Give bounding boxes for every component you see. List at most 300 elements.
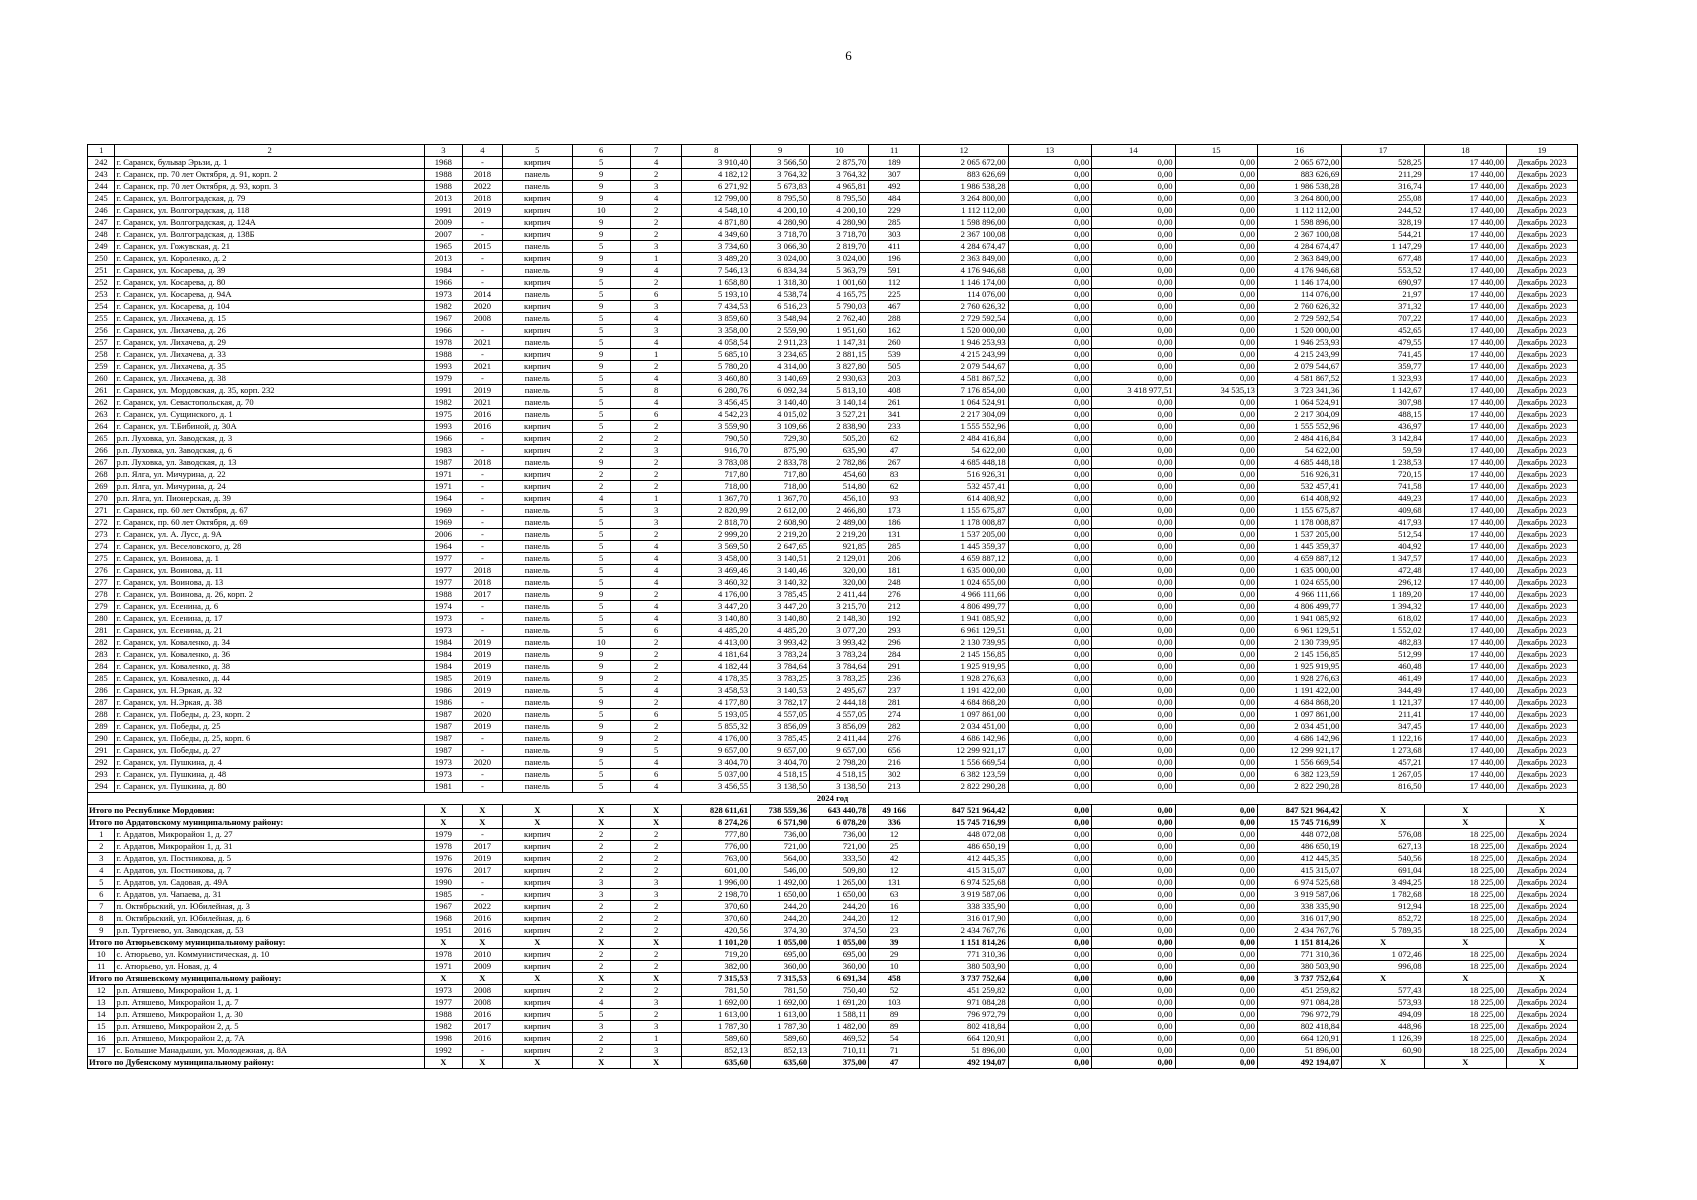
- table-cell: 4: [630, 541, 682, 553]
- table-cell: 1 588,11: [810, 1009, 869, 1021]
- table-cell: кирпич: [502, 205, 572, 217]
- table-cell: 1 692,00: [682, 997, 751, 1009]
- table-cell: 17 440,00: [1424, 445, 1506, 457]
- table-cell: панель: [502, 169, 572, 181]
- table-cell: 3 460,80: [682, 373, 751, 385]
- table-cell: 4 548,10: [682, 205, 751, 217]
- table-cell: 244: [88, 181, 115, 193]
- table-cell: кирпич: [502, 877, 572, 889]
- table-cell: 4 685 448,18: [1257, 457, 1341, 469]
- table-cell: кирпич: [502, 493, 572, 505]
- table-cell: 3 919 587,06: [920, 889, 1009, 901]
- subtotal-cell: 7 315,53: [682, 973, 751, 985]
- table-cell: 17: [88, 1045, 115, 1057]
- address-cell: р.п. Атяшево, Микрорайон 2, д. 5: [115, 1021, 424, 1033]
- table-row: [88, 421, 1578, 433]
- table-cell: 614 408,92: [1257, 493, 1341, 505]
- table-cell: панель: [502, 625, 572, 637]
- table-cell: 479,55: [1342, 337, 1424, 349]
- table-cell: Декабрь 2023: [1507, 529, 1578, 541]
- table-cell: 4 659 887,12: [1257, 553, 1341, 565]
- table-cell: 404,92: [1342, 541, 1424, 553]
- table-cell: 0,00: [1175, 745, 1257, 757]
- subtotal-cell: 492 194,07: [1257, 1057, 1341, 1069]
- table-cell: 2: [630, 229, 682, 241]
- table-cell: 1987: [424, 709, 462, 721]
- table-cell: кирпич: [502, 829, 572, 841]
- table-cell: 12 299 921,17: [920, 745, 1009, 757]
- subtotal-cell: X: [1424, 937, 1506, 949]
- table-cell: 279: [88, 601, 115, 613]
- table-cell: 417,93: [1342, 517, 1424, 529]
- table-cell: Декабрь 2024: [1507, 961, 1578, 973]
- table-cell: 1 267,05: [1342, 769, 1424, 781]
- table-cell: 0,00: [1092, 457, 1175, 469]
- table-cell: 2: [630, 853, 682, 865]
- table-cell: 996,08: [1342, 961, 1424, 973]
- table-cell: 532 457,41: [1257, 481, 1341, 493]
- table-cell: 4 284 674,47: [1257, 241, 1341, 253]
- table-cell: Декабрь 2023: [1507, 157, 1578, 169]
- table-cell: 2 729 592,54: [920, 313, 1009, 325]
- table-cell: 0,00: [1175, 961, 1257, 973]
- table-cell: 267: [88, 457, 115, 469]
- table-cell: 0,00: [1008, 913, 1091, 925]
- table-cell: 17 440,00: [1424, 613, 1506, 625]
- table-cell: кирпич: [502, 949, 572, 961]
- table-row: [88, 241, 1578, 253]
- table-cell: 0,00: [1092, 841, 1175, 853]
- table-cell: панель: [502, 661, 572, 673]
- column-number: 18: [1424, 145, 1506, 157]
- table-cell: 3 783,24: [810, 649, 869, 661]
- table-cell: 1 155 675,87: [920, 505, 1009, 517]
- table-cell: 6: [630, 625, 682, 637]
- table-cell: 52: [869, 985, 920, 997]
- table-cell: кирпич: [502, 157, 572, 169]
- table-cell: 2 079 544,67: [920, 361, 1009, 373]
- table-cell: 0,00: [1092, 697, 1175, 709]
- table-cell: 1968: [424, 913, 462, 925]
- table-cell: кирпич: [502, 325, 572, 337]
- table-cell: 2 148,30: [810, 613, 869, 625]
- table-cell: 3 138,50: [751, 781, 810, 793]
- table-cell: 17 440,00: [1424, 421, 1506, 433]
- table-cell: 18 225,00: [1424, 913, 1506, 925]
- table-cell: 4 686 142,96: [920, 733, 1009, 745]
- table-cell: 816,50: [1342, 781, 1424, 793]
- table-cell: 1 064 524,91: [920, 397, 1009, 409]
- table-cell: 505: [869, 361, 920, 373]
- table-row: [88, 577, 1578, 589]
- table-cell: 2 367 100,08: [1257, 229, 1341, 241]
- table-cell: 1 986 538,28: [920, 181, 1009, 193]
- table-cell: панель: [502, 685, 572, 697]
- table-cell: 0,00: [1092, 613, 1175, 625]
- table-cell: 2 129,01: [810, 553, 869, 565]
- table-cell: -: [462, 541, 502, 553]
- table-cell: 2 219,20: [751, 529, 810, 541]
- column-number: 4: [462, 145, 502, 157]
- table-row: [88, 445, 1578, 457]
- table-cell: 333,50: [810, 853, 869, 865]
- subtotal-cell: X: [502, 973, 572, 985]
- table-cell: 8 795,50: [810, 193, 869, 205]
- table-cell: 341: [869, 409, 920, 421]
- table-cell: 1 941 085,92: [920, 613, 1009, 625]
- table-cell: 1988: [424, 349, 462, 361]
- table-cell: 0,00: [1175, 877, 1257, 889]
- table-cell: 288: [869, 313, 920, 325]
- table-cell: 1 996,00: [682, 877, 751, 889]
- table-cell: 3 404,70: [682, 757, 751, 769]
- address-cell: г. Саранск, ул. Коваленко, д. 34: [115, 637, 424, 649]
- table-cell: панель: [502, 505, 572, 517]
- address-cell: г. Саранск, ул. Воинова, д. 1: [115, 553, 424, 565]
- table-cell: 1 191 422,00: [1257, 685, 1341, 697]
- table-cell: 17 440,00: [1424, 685, 1506, 697]
- table-cell: 3: [630, 877, 682, 889]
- table-cell: 276: [869, 589, 920, 601]
- table-cell: 285: [88, 673, 115, 685]
- table-cell: 415 315,07: [920, 865, 1009, 877]
- table-cell: 3 859,60: [682, 313, 751, 325]
- table-cell: 3 140,40: [751, 397, 810, 409]
- subtotal-cell: 635,60: [751, 1057, 810, 1069]
- table-cell: Декабрь 2023: [1507, 445, 1578, 457]
- table-cell: -: [462, 613, 502, 625]
- table-cell: 0,00: [1092, 361, 1175, 373]
- table-cell: 16: [869, 901, 920, 913]
- table-cell: 589,60: [751, 1033, 810, 1045]
- table-cell: 3 140,46: [751, 565, 810, 577]
- table-cell: 25: [869, 841, 920, 853]
- table-cell: 5: [630, 745, 682, 757]
- table-cell: 1984: [424, 661, 462, 673]
- table-cell: 0,00: [1008, 289, 1091, 301]
- table-cell: 17 440,00: [1424, 781, 1506, 793]
- table-cell: 5: [572, 781, 630, 793]
- table-cell: 4 684 868,20: [1257, 697, 1341, 709]
- table-cell: кирпич: [502, 469, 572, 481]
- table-cell: 3 783,25: [810, 673, 869, 685]
- table-cell: 12: [88, 985, 115, 997]
- table-cell: 467: [869, 301, 920, 313]
- table-cell: кирпич: [502, 997, 572, 1009]
- table-cell: 0,00: [1175, 529, 1257, 541]
- table-cell: 494,09: [1342, 1009, 1424, 1021]
- table-cell: 274: [88, 541, 115, 553]
- table-cell: 289: [88, 721, 115, 733]
- table-cell: 4 280,90: [810, 217, 869, 229]
- table-cell: 4 314,00: [751, 361, 810, 373]
- table-cell: 4: [88, 865, 115, 877]
- address-cell: г. Саранск, ул. Т.Бибиной, д. 30А: [115, 421, 424, 433]
- table-cell: панель: [502, 757, 572, 769]
- table-row: [88, 157, 1578, 169]
- table-row: [88, 553, 1578, 565]
- table-cell: 284: [88, 661, 115, 673]
- table-cell: -: [462, 889, 502, 901]
- table-cell: 721,00: [751, 841, 810, 853]
- table-cell: 4: [630, 397, 682, 409]
- table-cell: 162: [869, 325, 920, 337]
- table-cell: 514,80: [810, 481, 869, 493]
- table-cell: 1988: [424, 589, 462, 601]
- table-cell: 0,00: [1175, 469, 1257, 481]
- table-cell: 690,97: [1342, 277, 1424, 289]
- table-cell: 9: [572, 745, 630, 757]
- subtotal-cell: X: [1424, 805, 1506, 817]
- table-cell: 488,15: [1342, 409, 1424, 421]
- table-cell: 2: [572, 985, 630, 997]
- table-cell: 482,83: [1342, 637, 1424, 649]
- table-cell: панель: [502, 649, 572, 661]
- register-table: [87, 144, 1578, 1069]
- table-cell: кирпич: [502, 1021, 572, 1033]
- subtotal-cell: X: [1342, 973, 1424, 985]
- table-cell: панель: [502, 337, 572, 349]
- table-cell: 1 394,32: [1342, 601, 1424, 613]
- table-cell: 181: [869, 565, 920, 577]
- subtotal-cell: 1 055,00: [751, 937, 810, 949]
- table-cell: Декабрь 2024: [1507, 997, 1578, 1009]
- table-cell: 18 225,00: [1424, 997, 1506, 1009]
- table-cell: 0,00: [1175, 1009, 1257, 1021]
- table-cell: 4 557,05: [751, 709, 810, 721]
- table-cell: 0,00: [1175, 157, 1257, 169]
- table-cell: 0,00: [1092, 781, 1175, 793]
- table-cell: 4: [630, 565, 682, 577]
- table-cell: 3 066,30: [751, 241, 810, 253]
- table-row: [88, 529, 1578, 541]
- table-cell: 1974: [424, 601, 462, 613]
- table-cell: 248: [869, 577, 920, 589]
- table-cell: 4 200,10: [751, 205, 810, 217]
- table-cell: 9 657,00: [810, 745, 869, 757]
- table-cell: 1973: [424, 613, 462, 625]
- table-cell: -: [462, 229, 502, 241]
- table-cell: 0,00: [1092, 997, 1175, 1009]
- table-cell: 0,00: [1008, 253, 1091, 265]
- table-cell: 3 460,32: [682, 577, 751, 589]
- table-cell: 1985: [424, 673, 462, 685]
- subtotal-cell: 492 194,07: [920, 1057, 1009, 1069]
- table-cell: панель: [502, 781, 572, 793]
- table-cell: 852,72: [1342, 913, 1424, 925]
- table-cell: 1 692,00: [751, 997, 810, 1009]
- column-number: 9: [751, 145, 810, 157]
- table-cell: 2019: [462, 205, 502, 217]
- subtotal-cell: X: [502, 805, 572, 817]
- table-row: [88, 1045, 1578, 1057]
- table-cell: 1984: [424, 649, 462, 661]
- table-cell: 4 176 946,68: [1257, 265, 1341, 277]
- table-cell: 0,00: [1008, 541, 1091, 553]
- table-cell: -: [462, 769, 502, 781]
- table-cell: панель: [502, 313, 572, 325]
- table-row: [88, 1021, 1578, 1033]
- table-cell: 6 382 123,59: [920, 769, 1009, 781]
- address-cell: г. Саранск, ул. Пушкина, д. 4: [115, 757, 424, 769]
- subtotal-cell: X: [424, 1057, 462, 1069]
- table-cell: 2: [630, 841, 682, 853]
- table-cell: 291: [869, 661, 920, 673]
- table-cell: Декабрь 2024: [1507, 1033, 1578, 1045]
- table-cell: 6: [88, 889, 115, 901]
- table-cell: 316 017,90: [920, 913, 1009, 925]
- table-cell: 2: [630, 457, 682, 469]
- table-cell: 695,00: [810, 949, 869, 961]
- table-cell: 4 518,15: [751, 769, 810, 781]
- table-cell: 736,00: [810, 829, 869, 841]
- table-cell: 2020: [462, 301, 502, 313]
- table-cell: 5 193,10: [682, 289, 751, 301]
- table-cell: 9: [572, 265, 630, 277]
- table-cell: 6 961 129,51: [920, 625, 1009, 637]
- table-cell: 2 065 672,00: [920, 157, 1009, 169]
- table-row: [88, 409, 1578, 421]
- table-cell: 2021: [462, 361, 502, 373]
- table-cell: 17 440,00: [1424, 721, 1506, 733]
- table-cell: 408: [869, 385, 920, 397]
- table-cell: 18 225,00: [1424, 985, 1506, 997]
- table-cell: Декабрь 2023: [1507, 385, 1578, 397]
- table-cell: 1 925 919,95: [920, 661, 1009, 673]
- table-cell: 4: [630, 601, 682, 613]
- subtotal-cell: X: [1424, 973, 1506, 985]
- table-cell: 0,00: [1092, 193, 1175, 205]
- table-cell: 265: [88, 433, 115, 445]
- table-row: [88, 925, 1578, 937]
- table-cell: 0,00: [1092, 601, 1175, 613]
- table-cell: 1 598 896,00: [920, 217, 1009, 229]
- table-cell: 9: [572, 301, 630, 313]
- table-cell: 1 691,20: [810, 997, 869, 1009]
- table-cell: 274: [869, 709, 920, 721]
- table-cell: 5: [572, 529, 630, 541]
- table-cell: 1978: [424, 337, 462, 349]
- subtotal-row: [88, 817, 1578, 829]
- table-cell: 9: [88, 925, 115, 937]
- table-cell: 2008: [462, 997, 502, 1009]
- table-cell: 3 418 977,51: [1092, 385, 1175, 397]
- table-cell: 486 650,19: [920, 841, 1009, 853]
- table-cell: панель: [502, 613, 572, 625]
- table-cell: 1 928 276,63: [1257, 673, 1341, 685]
- table-cell: 2 198,70: [682, 889, 751, 901]
- table-cell: 1 482,00: [810, 1021, 869, 1033]
- table-cell: 0,00: [1175, 169, 1257, 181]
- table-cell: 3 993,42: [751, 637, 810, 649]
- table-cell: 3 764,32: [751, 169, 810, 181]
- table-cell: 2020: [462, 709, 502, 721]
- table-row: [88, 541, 1578, 553]
- table-cell: Декабрь 2023: [1507, 349, 1578, 361]
- table-cell: 10: [88, 949, 115, 961]
- table-cell: панель: [502, 385, 572, 397]
- subtotal-label: Итого по Ардатовскому муниципальному району:: [88, 817, 425, 829]
- table-cell: 17 440,00: [1424, 265, 1506, 277]
- table-cell: Декабрь 2023: [1507, 457, 1578, 469]
- table-cell: 5 685,10: [682, 349, 751, 361]
- address-cell: г. Саранск, ул. Есенина, д. 17: [115, 613, 424, 625]
- table-cell: 17 440,00: [1424, 205, 1506, 217]
- table-cell: 21,97: [1342, 289, 1424, 301]
- table-cell: 3: [630, 889, 682, 901]
- table-cell: 1 024 655,00: [1257, 577, 1341, 589]
- table-cell: 0,00: [1175, 673, 1257, 685]
- table-cell: Декабрь 2023: [1507, 193, 1578, 205]
- table-cell: 718,00: [751, 481, 810, 493]
- table-cell: 0,00: [1008, 853, 1091, 865]
- table-cell: 6: [630, 709, 682, 721]
- table-cell: 1 613,00: [751, 1009, 810, 1021]
- table-cell: 17 440,00: [1424, 289, 1506, 301]
- table-cell: 1 112 112,00: [1257, 205, 1341, 217]
- table-cell: 5: [572, 241, 630, 253]
- subtotal-cell: 6 571,90: [751, 817, 810, 829]
- table-cell: 4: [630, 781, 682, 793]
- table-cell: 3 566,50: [751, 157, 810, 169]
- table-cell: 0,00: [1008, 985, 1091, 997]
- table-cell: 3 404,70: [751, 757, 810, 769]
- table-cell: 1981: [424, 781, 462, 793]
- table-cell: 2 838,90: [810, 421, 869, 433]
- table-cell: 5: [572, 421, 630, 433]
- table-cell: панель: [502, 529, 572, 541]
- table-cell: 54 622,00: [920, 445, 1009, 457]
- table-cell: 4 413,00: [682, 637, 751, 649]
- table-cell: 294: [88, 781, 115, 793]
- table-cell: 3 142,84: [1342, 433, 1424, 445]
- table-cell: 3: [630, 325, 682, 337]
- table-cell: 411: [869, 241, 920, 253]
- table-cell: 707,22: [1342, 313, 1424, 325]
- table-cell: 0,00: [1092, 289, 1175, 301]
- table-cell: 2: [572, 925, 630, 937]
- table-cell: 287: [88, 697, 115, 709]
- table-cell: 10: [869, 961, 920, 973]
- table-cell: 1 178 008,87: [1257, 517, 1341, 529]
- table-cell: 1993: [424, 421, 462, 433]
- table-cell: кирпич: [502, 229, 572, 241]
- table-cell: 1 146 174,00: [1257, 277, 1341, 289]
- table-cell: 284: [869, 649, 920, 661]
- table-cell: 2 822 290,28: [920, 781, 1009, 793]
- table-cell: 2008: [462, 313, 502, 325]
- table-cell: 0,00: [1092, 757, 1175, 769]
- table-cell: кирпич: [502, 853, 572, 865]
- table-cell: 0,00: [1008, 529, 1091, 541]
- address-cell: п. Октябрьский, ул. Юбилейная, д. 6: [115, 913, 424, 925]
- table-cell: 0,00: [1092, 373, 1175, 385]
- table-cell: 245: [88, 193, 115, 205]
- table-cell: 1986: [424, 697, 462, 709]
- subtotal-cell: 0,00: [1092, 937, 1175, 949]
- table-cell: 344,49: [1342, 685, 1424, 697]
- table-cell: 4: [630, 337, 682, 349]
- table-cell: 627,13: [1342, 841, 1424, 853]
- table-cell: 0,00: [1175, 457, 1257, 469]
- table-cell: 3 215,70: [810, 601, 869, 613]
- table-row: [88, 985, 1578, 997]
- table-cell: 0,00: [1175, 661, 1257, 673]
- table-cell: 1 537 205,00: [1257, 529, 1341, 541]
- subtotal-cell: 1 055,00: [810, 937, 869, 949]
- address-cell: г. Саранск, ул. Севастопольская, д. 70: [115, 397, 424, 409]
- table-cell: 3 784,64: [810, 661, 869, 673]
